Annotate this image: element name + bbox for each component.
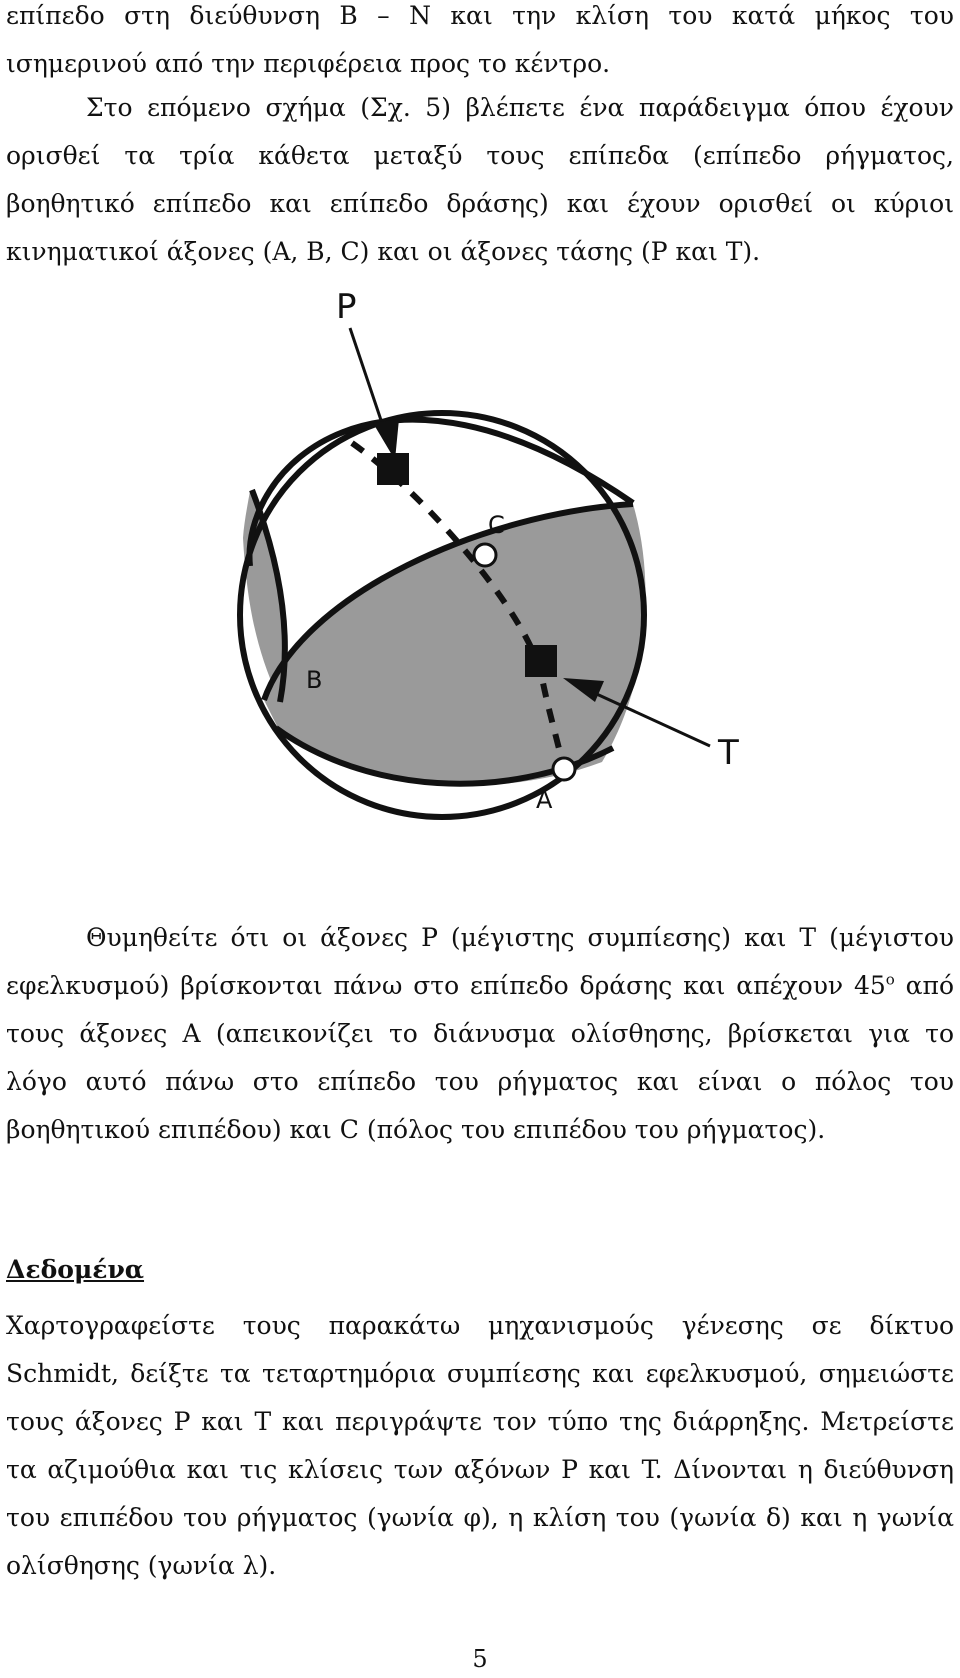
page-number: 5: [472, 1645, 488, 1673]
stereonet-diagram: [230, 288, 810, 900]
a-axis-label: A: [536, 786, 553, 814]
c-axis-marker: [474, 544, 496, 566]
data-section-paragraph: Χαρτογραφείστε τους παρακάτω μηχανισμούς γένεσης σε δίκτυο Schmidt, δείξτε τα τεταρτημόρια συμπίεσης και εφελκυσμού, σημειώστε τους άξονες P και T και περιγράψτε τον τύπο της διάρρηξης. Μετρείστε τα αζιμούθια και τις κλίσεις των αξόνων P και T. Δίνονται η διεύθυνση του επιπέδου του ρήγματος (γωνία φ), η κλίση του (γωνία δ) και η γωνία ολίσθησης (γωνία λ).: [6, 1311, 954, 1580]
p-axis-marker: [377, 453, 409, 485]
degree-superscript: ο: [885, 970, 895, 989]
reminder-text-after: από τους άξονες A (απεικονίζει το διάνυσμα ολίσθησης, βρίσκεται για το λόγο αυτό πάνω στο επίπεδο του ρήγματος και είναι ο πόλος του βοηθητικού επιπέδου) και C (πόλος του επιπέδου του ρήγματος).: [6, 971, 955, 1144]
p-axis-label: P: [336, 288, 357, 327]
data-section-heading: Δεδομένα: [6, 1255, 145, 1284]
t-axis-label: T: [718, 733, 739, 773]
b-axis-label: B: [306, 666, 323, 694]
intro-paragraph: επίπεδο στη διεύθυνση Β – Ν και την κλίση του κατά μήκος του ισημερινού από την περιφέρεια προς το κέντρο.: [6, 1, 954, 78]
figure-reference-paragraph: Στο επόμενο σχήμα (Σχ. 5) βλέπετε ένα παράδειγμα όπου έχουν ορισθεί τα τρία κάθετα μεταξύ τους επίπεδα (επίπεδο ρήγματος, βοηθητικό επίπεδο και επίπεδο δράσης) και έχουν ορισθεί οι κύριοι κινηματικοί άξονες (A, B, C) και οι άξονες τάσης (P και T).: [6, 93, 954, 266]
a-axis-marker: [553, 758, 575, 780]
reminder-paragraph: [6, 914, 954, 1154]
t-axis-marker: [525, 645, 557, 677]
c-axis-label: C: [488, 511, 505, 539]
focal-mechanism-figure: [230, 288, 810, 900]
reminder-text-before: Θυμηθείτε ότι οι άξονες P (μέγιστης συμπίεσης) και T (μέγιστου εφελκυσμού) βρίσκονται πάνω στο επίπεδο δράσης και απέχουν 45: [6, 923, 954, 1000]
